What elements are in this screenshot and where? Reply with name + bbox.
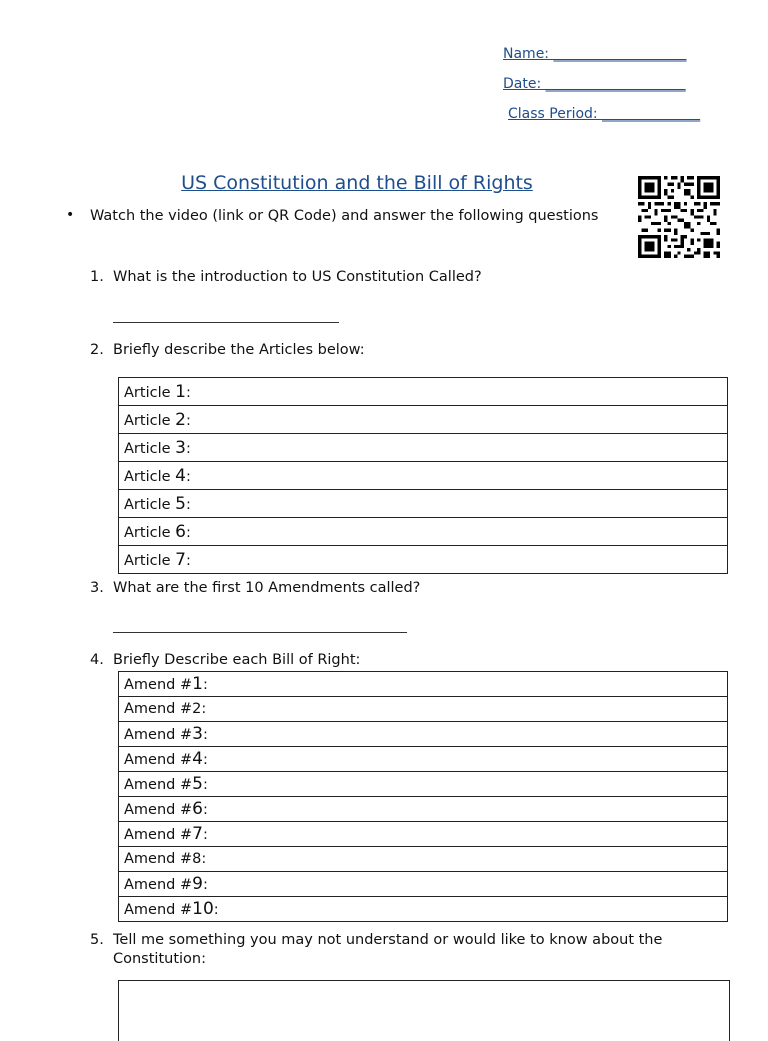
article-row (119, 378, 728, 406)
amendment-number: 2 (192, 701, 202, 717)
article-cell[interactable] (119, 518, 728, 546)
amendment-colon: : (202, 877, 208, 893)
amendment-prefix: Amend # (124, 727, 193, 743)
article-cell[interactable] (119, 378, 728, 406)
article-number: 6 (175, 521, 186, 542)
amendment-colon: : (213, 902, 219, 918)
article-colon: : (185, 468, 191, 485)
amendment-colon: : (201, 851, 207, 867)
amendment-cell[interactable] (119, 897, 728, 922)
question-1-text: What is the introduction to US Constitution Called? (113, 269, 482, 285)
amendment-cell[interactable] (119, 672, 728, 697)
amendment-row (119, 872, 728, 897)
amendment-colon: : (202, 727, 208, 743)
article-prefix: Article (124, 496, 176, 513)
amendment-row (119, 672, 728, 697)
amendment-colon: : (202, 677, 208, 693)
article-number: 7 (175, 549, 186, 570)
article-cell[interactable] (119, 434, 728, 462)
question-1-number: 1. (90, 269, 104, 285)
amendment-colon: : (202, 777, 208, 793)
question-5-text-continued: Constitution: (113, 951, 206, 967)
amendment-prefix: Amend # (124, 851, 193, 867)
qr-code-icon[interactable] (638, 176, 720, 258)
amendment-cell[interactable] (119, 847, 728, 872)
question-4-number: 4. (90, 652, 104, 668)
question-5-text: Tell me something you may not understand or would like to know about the (113, 932, 663, 948)
name-field[interactable]: Name: ___________________ (503, 46, 687, 62)
article-prefix: Article (124, 412, 176, 429)
amendment-prefix: Amend # (124, 677, 193, 693)
page-title: US Constitution and the Bill of Rights (181, 172, 533, 194)
amendment-cell[interactable] (119, 697, 728, 722)
class-period-field[interactable]: Class Period: ______________ (508, 106, 701, 122)
article-number: 4 (175, 465, 186, 486)
amendment-number: 7 (192, 824, 203, 844)
amendment-colon: : (202, 752, 208, 768)
article-colon: : (185, 412, 191, 429)
article-number: 5 (175, 493, 186, 514)
article-row (119, 546, 728, 574)
article-cell[interactable] (119, 490, 728, 518)
article-cell[interactable] (119, 546, 728, 574)
article-colon: : (185, 524, 191, 541)
amendment-prefix: Amend # (124, 877, 193, 893)
amendment-cell[interactable] (119, 722, 728, 747)
article-number: 1 (175, 381, 186, 402)
amendment-row (119, 722, 728, 747)
amendment-cell[interactable] (119, 872, 728, 897)
question-5-number: 5. (90, 932, 104, 948)
article-row (119, 462, 728, 490)
amendment-number: 6 (192, 799, 203, 819)
amendment-colon: : (202, 827, 208, 843)
amendment-prefix: Amend # (124, 902, 193, 918)
article-row (119, 518, 728, 546)
article-colon: : (185, 552, 191, 569)
article-prefix: Article (124, 524, 176, 541)
bullet-icon: • (66, 207, 75, 223)
article-number: 2 (175, 409, 186, 430)
amendment-cell[interactable] (119, 822, 728, 847)
amendment-colon: : (201, 701, 207, 717)
amendment-cell[interactable] (119, 772, 728, 797)
article-prefix: Article (124, 468, 176, 485)
question-3-number: 3. (90, 580, 104, 596)
amendment-cell[interactable] (119, 797, 728, 822)
amendment-number: 4 (192, 749, 203, 769)
date-field[interactable]: Date: ____________________ (503, 76, 686, 92)
amendment-row (119, 822, 728, 847)
article-colon: : (185, 384, 191, 401)
question-3-answer-line[interactable] (113, 632, 407, 633)
amendment-row (119, 697, 728, 722)
amendment-row (119, 747, 728, 772)
question-1-answer-line[interactable] (113, 322, 339, 323)
article-row (119, 406, 728, 434)
article-row (119, 490, 728, 518)
amendment-colon: : (202, 802, 208, 818)
amendment-prefix: Amend # (124, 827, 193, 843)
question-2-number: 2. (90, 342, 104, 358)
amendment-number: 10 (192, 899, 214, 919)
article-number: 3 (175, 437, 186, 458)
article-colon: : (185, 440, 191, 457)
question-2-text: Briefly describe the Articles below: (113, 342, 365, 358)
amendment-prefix: Amend # (124, 752, 193, 768)
amendment-row (119, 897, 728, 922)
amendment-prefix: Amend # (124, 777, 193, 793)
article-prefix: Article (124, 440, 176, 457)
amendment-number: 9 (192, 874, 203, 894)
articles-table (118, 377, 728, 574)
article-cell[interactable] (119, 406, 728, 434)
amendment-prefix: Amend # (124, 701, 193, 717)
amendment-number: 8 (192, 851, 202, 867)
amendment-row (119, 797, 728, 822)
amendment-row (119, 847, 728, 872)
article-prefix: Article (124, 384, 176, 401)
article-cell[interactable] (119, 462, 728, 490)
amendment-number: 1 (192, 674, 203, 694)
amendment-row (119, 772, 728, 797)
amendments-table (118, 671, 728, 922)
article-row (119, 434, 728, 462)
amendment-prefix: Amend # (124, 802, 193, 818)
amendment-number: 3 (192, 724, 203, 744)
amendment-cell[interactable] (119, 747, 728, 772)
question-5-answer-box[interactable] (118, 980, 730, 1041)
article-colon: : (185, 496, 191, 513)
question-3-text: What are the first 10 Amendments called? (113, 580, 421, 596)
article-prefix: Article (124, 552, 176, 569)
amendment-number: 5 (192, 774, 203, 794)
question-4-text: Briefly Describe each Bill of Right: (113, 652, 361, 668)
instruction-text: Watch the video (link or QR Code) and answer the following questions (90, 208, 599, 224)
